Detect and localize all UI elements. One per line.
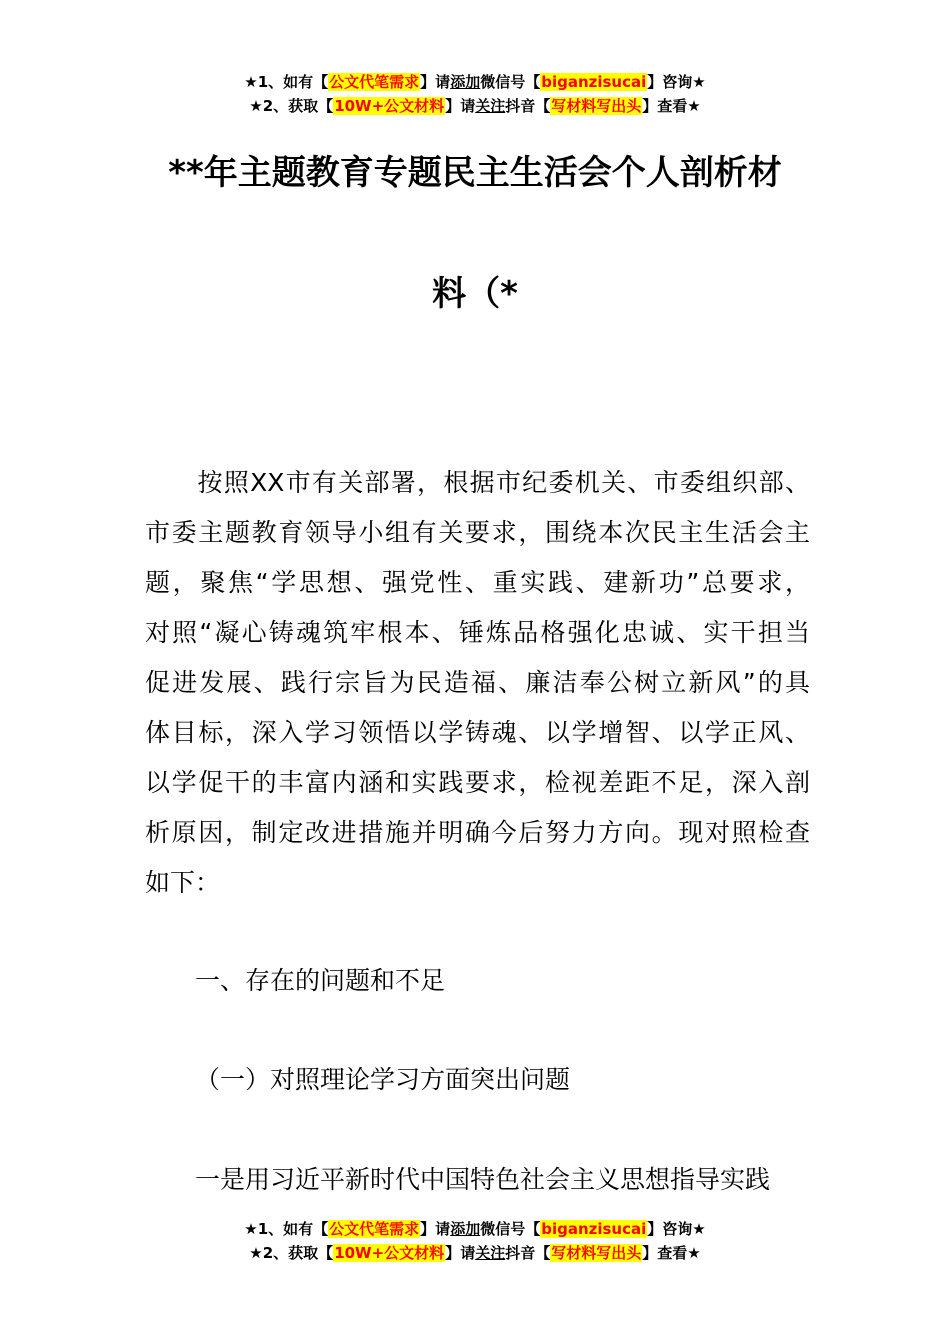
paragraph-line: 市委主题教育领导小组有关要求，围绕本次民主生活会主 <box>145 518 810 547</box>
highlight-service: 公文代笔需求 <box>329 1220 420 1238</box>
banner-text: 微信号【 <box>480 73 541 91</box>
paragraph-line: 对照“凝心铸魂筑牢根本、锤炼品格强化忠诚、实干担当 <box>145 618 810 647</box>
banner-text: ★1、如有【 <box>244 73 329 91</box>
intro-paragraph <box>145 458 810 908</box>
banner-line-2 <box>0 1241 950 1265</box>
highlight-service: 公文代笔需求 <box>329 73 420 91</box>
highlight-douyin: 写材料写出头 <box>551 1244 642 1262</box>
highlight-douyin: 写材料写出头 <box>551 97 642 115</box>
paragraph-line: 以学促干的丰富内涵和实践要求，检视差距不足，深入剖 <box>145 768 810 797</box>
highlight-materials: 10W+公文材料 <box>334 1244 445 1262</box>
paragraph-line: 析原因，制定改进措施并明确今后努力方向。现对照检查 <box>145 818 810 847</box>
banner-text: 】请 <box>445 1244 476 1262</box>
paragraph-line: 如下： <box>145 868 221 897</box>
footer-banner <box>0 1217 950 1265</box>
banner-text: 微信号【 <box>480 1220 541 1238</box>
banner-line-1 <box>0 1217 950 1241</box>
banner-text: 】请 <box>420 73 451 91</box>
document-title-line-1: **年主题教育专题民主生活会个人剖析材 <box>168 153 782 193</box>
paragraph-line: 按照XX市有关部署，根据市纪委机关、市委组织部、 <box>145 468 810 497</box>
banner-text: 】请 <box>445 97 476 115</box>
point-one-text: 一是用习近平新时代中国特色社会主义思想指导实践 <box>195 1165 771 1194</box>
banner-text: 】查看★ <box>642 97 701 115</box>
paragraph-line: 体目标，深入学习领悟以学铸魂、以学增智、以学正风、 <box>145 718 810 747</box>
banner-text: 】咨询★ <box>647 1220 706 1238</box>
banner-text: 】请 <box>420 1220 451 1238</box>
banner-text: 】查看★ <box>642 1244 701 1262</box>
banner-text: 】咨询★ <box>647 73 706 91</box>
banner-line-1 <box>0 70 950 94</box>
highlight-materials: 10W+公文材料 <box>334 97 445 115</box>
header-banner <box>0 70 950 118</box>
banner-line-2 <box>0 94 950 118</box>
banner-underlined: 添加 <box>450 73 481 91</box>
section-heading-1: 一、存在的问题和不足 <box>195 966 446 995</box>
banner-text: ★2、获取【 <box>249 97 334 115</box>
banner-underlined: 关注 <box>475 97 506 115</box>
paragraph-line: 题，聚焦“学思想、强党性、重实践、建新功”总要求， <box>145 568 810 597</box>
banner-underlined: 添加 <box>450 1220 481 1238</box>
banner-text: 抖音【 <box>505 97 551 115</box>
banner-text: 抖音【 <box>505 1244 551 1262</box>
banner-underlined: 关注 <box>475 1244 506 1262</box>
highlight-wechat-id: biganzisucai <box>541 1220 647 1238</box>
section-heading-2: （一）对照理论学习方面突出问题 <box>195 1065 571 1094</box>
document-title-line-2: 料（* <box>432 274 518 314</box>
banner-text: ★2、获取【 <box>249 1244 334 1262</box>
highlight-wechat-id: biganzisucai <box>541 73 647 91</box>
banner-text: ★1、如有【 <box>244 1220 329 1238</box>
paragraph-line: 促进发展、践行宗旨为民造福、廉洁奉公树立新风”的具 <box>145 668 810 697</box>
